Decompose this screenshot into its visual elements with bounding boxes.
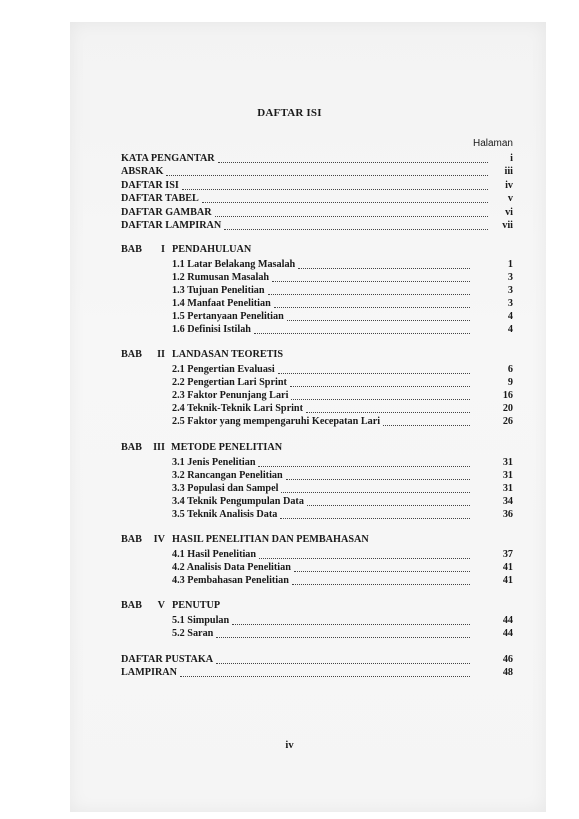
entry-page: 41	[502, 574, 513, 586]
entry-label: 2.4 Teknik-Teknik Lari Sprint	[172, 402, 303, 414]
leader-dots	[281, 480, 470, 493]
entry-page: 37	[502, 549, 513, 560]
entry-page: 26	[502, 415, 513, 427]
chapter-title: PENDAHULUAN	[172, 244, 252, 255]
leader-dots	[180, 664, 470, 677]
entry-page: i	[510, 153, 513, 164]
leader-dots	[280, 506, 470, 519]
chapter-label: BAB	[121, 442, 142, 453]
entry-page: 41	[502, 561, 513, 573]
entry-page: 48	[502, 667, 513, 679]
leader-dots	[268, 282, 470, 295]
entry-label: ABSRAK	[121, 166, 164, 178]
entry-label: 3.2 Rancangan Penelitian	[172, 469, 283, 481]
entry-label: 1.2 Rumusan Masalah	[172, 271, 270, 283]
leader-dots	[232, 612, 470, 625]
leader-dots	[306, 400, 470, 413]
leader-dots	[166, 163, 488, 176]
entry-label: 4.2 Analisis Data Penelitian	[172, 561, 291, 573]
chapter-number: I	[161, 244, 165, 255]
entry-label: DAFTAR TABEL	[121, 193, 199, 205]
entry-label: 1.4 Manfaat Penelitian	[172, 297, 271, 309]
entry-label: 2.2 Pengertian Lari Sprint	[172, 376, 287, 388]
entry-label: 1.5 Pertanyaan Penelitian	[172, 310, 284, 322]
chapter-number: II	[157, 349, 165, 360]
leader-dots	[286, 467, 470, 480]
leader-dots	[202, 190, 488, 203]
entry-label: 5.1 Simpulan	[172, 615, 230, 626]
leader-dots	[259, 546, 470, 559]
entry-label: 4.3 Pembahasan Penelitian	[172, 574, 289, 586]
entry-page: 31	[502, 469, 513, 481]
entry-page: 3	[507, 271, 513, 283]
entry-page: 44	[502, 627, 513, 639]
chapter-heading	[121, 349, 501, 361]
leader-dots	[182, 177, 488, 190]
chapter-heading	[121, 442, 501, 454]
entry-label: 5.2 Saran	[172, 627, 214, 639]
entry-label: 4.1 Hasil Penelitian	[172, 549, 257, 560]
chapter-title: METODE PENELITIAN	[171, 442, 283, 453]
leader-dots	[218, 150, 488, 163]
chapter-label: BAB	[121, 600, 142, 611]
entry-page: 31	[502, 482, 513, 494]
entry-page: vii	[502, 220, 513, 231]
entry-page: iv	[505, 179, 513, 191]
page-column-header: Halaman	[472, 138, 513, 149]
entry-label: KATA PENGANTAR	[121, 153, 215, 164]
entry-page: 4	[507, 323, 513, 335]
entry-label: DAFTAR GAMBAR	[121, 206, 212, 218]
entry-page: 4	[507, 310, 513, 322]
leader-dots	[287, 308, 470, 321]
leader-dots	[307, 493, 470, 506]
entry-label: DAFTAR LAMPIRAN	[121, 220, 222, 231]
entry-label: LAMPIRAN	[121, 667, 178, 679]
entry-label: 3.4 Teknik Pengumpulan Data	[172, 495, 304, 507]
chapter-label: BAB	[121, 349, 142, 360]
leader-dots	[272, 269, 470, 282]
entry-page: vi	[505, 206, 513, 218]
leader-dots	[216, 625, 470, 638]
chapter-heading	[121, 600, 501, 612]
entry-page: 46	[502, 654, 513, 665]
chapter-number: III	[153, 442, 165, 453]
entry-page: 31	[502, 457, 513, 468]
page-title: DAFTAR ISI	[257, 107, 322, 119]
leader-dots	[298, 256, 470, 269]
leader-dots	[254, 321, 470, 334]
entry-page: 3	[507, 297, 513, 309]
entry-label: 3.5 Teknik Analisis Data	[172, 508, 278, 520]
entry-page: iii	[504, 166, 513, 178]
chapter-heading	[121, 244, 501, 256]
chapter-heading	[121, 534, 501, 546]
entry-page: 36	[502, 508, 513, 520]
chapter-number: IV	[153, 534, 165, 545]
entry-label: DAFTAR PUSTAKA	[121, 654, 214, 665]
entry-page: 3	[507, 284, 513, 296]
entry-page: 44	[502, 615, 513, 626]
leader-dots	[290, 374, 470, 387]
leader-dots	[294, 559, 470, 572]
entry-page: 20	[502, 402, 513, 414]
entry-page: 34	[502, 495, 513, 507]
entry-page: 1	[507, 259, 513, 270]
entry-label: 2.3 Faktor Penunjang Lari	[172, 389, 289, 401]
entry-label: 1.6 Definisi Istilah	[172, 323, 251, 335]
chapter-number: V	[157, 600, 165, 611]
entry-page: 9	[507, 376, 513, 388]
leader-dots	[224, 217, 488, 230]
chapter-title: PENUTUP	[172, 600, 221, 611]
entry-label: DAFTAR ISI	[121, 179, 179, 191]
leader-dots	[274, 295, 470, 308]
entry-label: 3.1 Jenis Penelitian	[172, 457, 256, 468]
leader-dots	[258, 454, 470, 467]
leader-dots	[215, 204, 488, 217]
entry-page: v	[507, 193, 513, 205]
page-number: iv	[285, 740, 294, 751]
entry-label: 2.1 Pengertian Evaluasi	[172, 364, 275, 375]
leader-dots	[383, 413, 470, 426]
entry-label: 1.1 Latar Belakang Masalah	[172, 259, 296, 270]
leader-dots	[291, 387, 470, 400]
chapter-title: HASIL PENELITIAN DAN PEMBAHASAN	[172, 534, 369, 545]
leader-dots	[278, 361, 470, 374]
entry-label: 2.5 Faktor yang mempengaruhi Kecepatan Lari	[172, 415, 381, 427]
entry-page: 6	[507, 364, 513, 375]
entry-label: 1.3 Tujuan Penelitian	[172, 284, 265, 296]
chapter-label: BAB	[121, 244, 142, 255]
chapter-title: LANDASAN TEORETIS	[172, 349, 284, 360]
entry-label: 3.3 Populasi dan Sampel	[172, 482, 279, 494]
leader-dots	[216, 651, 470, 664]
chapter-label: BAB	[121, 534, 142, 545]
leader-dots	[292, 572, 470, 585]
entry-page: 16	[502, 389, 513, 401]
